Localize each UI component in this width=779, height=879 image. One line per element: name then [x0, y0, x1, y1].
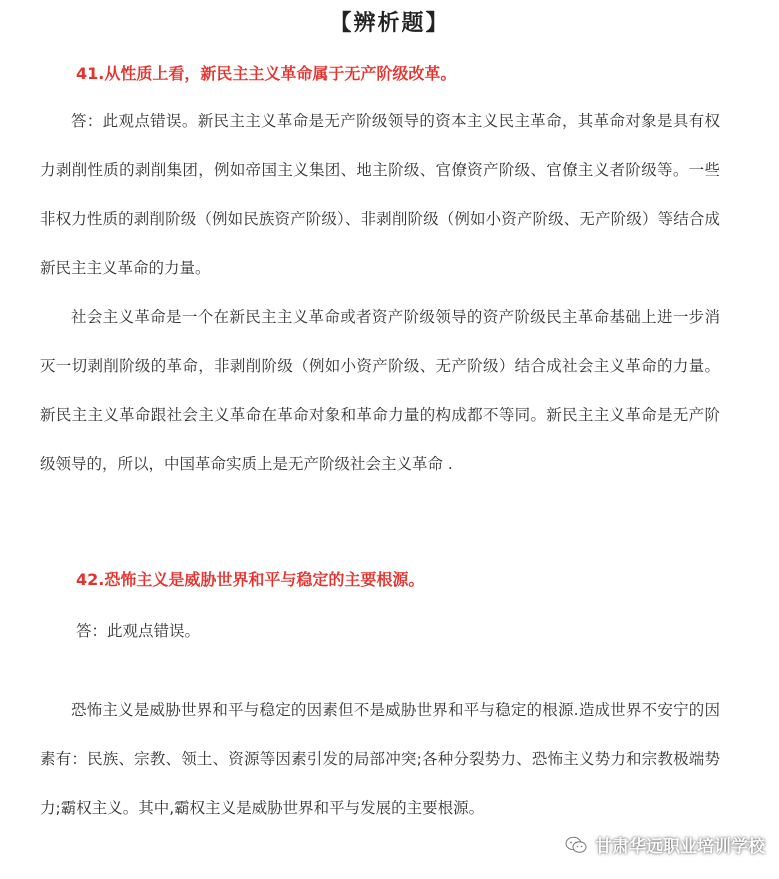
section-title: 【辨析题】 — [329, 11, 450, 36]
question-41: 41.从性质上看，新民主主义革命属于无产阶级改革。 — [76, 64, 457, 83]
watermark-text: 甘肃华远职业培训学校 — [595, 837, 765, 857]
answer-42-paragraph: 恐怖主义是威胁世界和平与稳定的因素但不是威胁世界和平与稳定的根源.造成世界不安宁的因素有：民族、宗教、领土、资源等因素引发的局部冲突;各种分裂势力、恐怖主义势力和宗教极端势力;霸权主义。其中,霸权主义是威胁世界和平与发展的主要根源。 — [40, 701, 720, 817]
answer-41-paragraph-1: 答：此观点错误。新民主主义革命是无产阶级领导的资本主义民主革命，其革命对象是具有权力剥削性质的剥削集团，例如帝国主义集团、地主阶级、官僚资产阶级、官僚主义者阶级等。一些非权力性质的剥削阶级（例如民族资产阶级）、非剥削阶级（例如小资产阶级、无产阶级）等结合成新民主主义革命的力量。 — [40, 112, 720, 277]
wechat-icon — [565, 836, 587, 854]
answer-41-paragraph-2: 社会主义革命是一个在新民主主义革命或者资产阶级领导的资产阶级民主革命基础上进一步消灭一切剥削阶级的革命，非剥削阶级（例如小资产阶级、无产阶级）结合成社会主义革命的力量。新民主主义革命跟社会主义革命在革命对象和革命力量的构成都不等同。新民主主义革命是无产阶级领导的，所以，中国革命实质上是无产阶级社会主义革命 . — [40, 308, 720, 473]
question-42: 42.恐怖主义是威胁世界和平与稳定的主要根源。 — [76, 570, 425, 589]
answer-42-verdict: 答：此观点错误。 — [76, 622, 201, 640]
watermark — [565, 832, 765, 857]
